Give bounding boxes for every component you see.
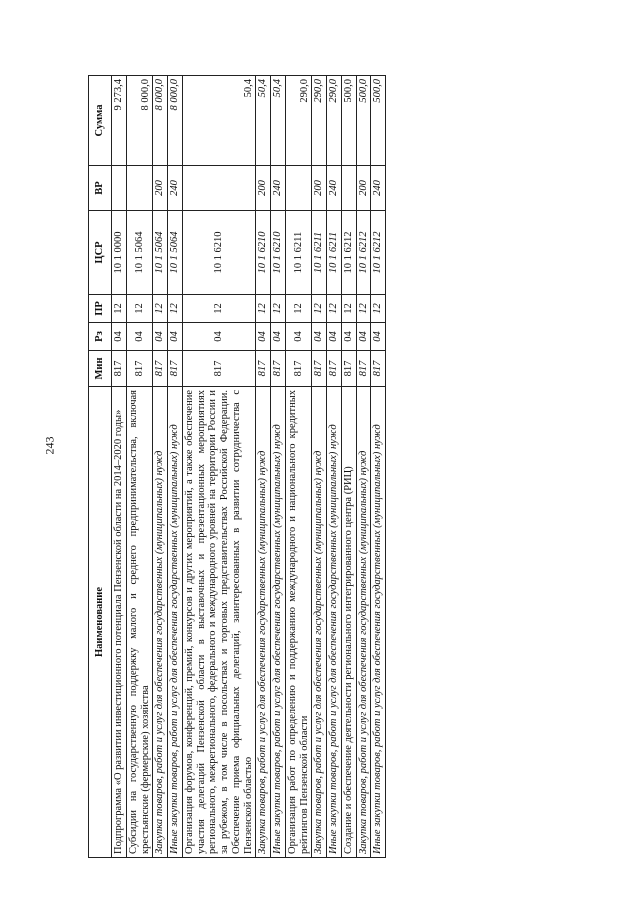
- cell-min: 817: [371, 351, 386, 387]
- cell-sum: 50,4: [271, 76, 286, 166]
- cell-vr: 240: [168, 166, 183, 211]
- cell-rz: 04: [153, 323, 168, 351]
- cell-rz: 04: [256, 323, 271, 351]
- cell-vr: [112, 166, 127, 211]
- table-row: [371, 76, 386, 858]
- cell-min: 817: [112, 351, 127, 387]
- cell-vr: [182, 166, 256, 211]
- cell-name: Иные закупки товаров, работ и услуг для обеспечения государственных (муниципальных) нужд: [371, 387, 386, 858]
- cell-sum: 8 000,0: [126, 76, 153, 166]
- cell-pr: 12: [112, 295, 127, 323]
- cell-pr: 12: [285, 295, 312, 323]
- header-min: Мин: [89, 351, 112, 387]
- table-row: [153, 76, 168, 858]
- cell-vr: 200: [153, 166, 168, 211]
- cell-sum: 500,0: [356, 76, 371, 166]
- cell-min: 817: [153, 351, 168, 387]
- table-header-row: [89, 76, 112, 858]
- cell-vr: [126, 166, 153, 211]
- cell-vr: [285, 166, 312, 211]
- cell-name: Субсидии на государственную поддержку малого и среднего предпринимательства, включая крестьянские (фермерские) хозяйства: [126, 387, 153, 858]
- cell-csr: 10 1 0000: [112, 211, 127, 295]
- cell-rz: 04: [327, 323, 342, 351]
- cell-pr: 12: [271, 295, 286, 323]
- cell-sum: 290,0: [285, 76, 312, 166]
- cell-rz: 04: [356, 323, 371, 351]
- cell-vr: [341, 166, 356, 211]
- header-csr: ЦСР: [89, 211, 112, 295]
- cell-sum: 290,0: [312, 76, 327, 166]
- cell-rz: 04: [271, 323, 286, 351]
- cell-rz: 04: [285, 323, 312, 351]
- cell-sum: 500,0: [341, 76, 356, 166]
- cell-min: 817: [126, 351, 153, 387]
- cell-csr: 10 1 6210: [182, 211, 256, 295]
- cell-rz: 04: [112, 323, 127, 351]
- cell-vr: 240: [327, 166, 342, 211]
- cell-pr: 12: [327, 295, 342, 323]
- cell-min: 817: [312, 351, 327, 387]
- table-row: [182, 76, 256, 858]
- table-row: [312, 76, 327, 858]
- table-row: [327, 76, 342, 858]
- cell-sum: 290,0: [327, 76, 342, 166]
- cell-min: 817: [356, 351, 371, 387]
- header-pr: ПР: [89, 295, 112, 323]
- cell-sum: 500,0: [371, 76, 386, 166]
- cell-csr: 10 1 6211: [312, 211, 327, 295]
- table-body: [112, 76, 386, 858]
- table-row: [341, 76, 356, 858]
- cell-csr: 10 1 5064: [153, 211, 168, 295]
- table-row: [285, 76, 312, 858]
- cell-csr: 10 1 6211: [285, 211, 312, 295]
- cell-vr: 200: [256, 166, 271, 211]
- cell-name: Организация форумов, конференций, премий, конкурсов и других мероприятий, а также обеспечение участия делегаций Пензенской области в выставочных и презентационных мероприятиях регионального, межрегионального, федерального и международного уровней на территории России и за рубежом, в том числе в посольствах и торговых представительствах Российской Федерации. Обеспечение приема официальных делегаций, заинтересованных в развитии сотрудничества с Пензенской областью: [182, 387, 256, 858]
- header-vr: ВР: [89, 166, 112, 211]
- table-row: [271, 76, 286, 858]
- cell-name: Закупка товаров, работ и услуг для обеспечения государственных (муниципальных) нужд: [312, 387, 327, 858]
- cell-csr: 10 1 6212: [371, 211, 386, 295]
- cell-name: Организация работ по определению и поддержанию международного и национального кредитных рейтингов Пензенской области: [285, 387, 312, 858]
- cell-vr: 240: [271, 166, 286, 211]
- table-row: [256, 76, 271, 858]
- cell-sum: 50,4: [256, 76, 271, 166]
- cell-pr: 12: [371, 295, 386, 323]
- header-rz: Рз: [89, 323, 112, 351]
- cell-min: 817: [327, 351, 342, 387]
- cell-min: 817: [285, 351, 312, 387]
- cell-pr: 12: [182, 295, 256, 323]
- cell-sum: 8 000,0: [168, 76, 183, 166]
- cell-vr: 200: [356, 166, 371, 211]
- cell-pr: 12: [256, 295, 271, 323]
- cell-min: 817: [271, 351, 286, 387]
- page-number: 243: [42, 436, 57, 455]
- cell-rz: 04: [312, 323, 327, 351]
- cell-csr: 10 1 6210: [256, 211, 271, 295]
- cell-pr: 12: [126, 295, 153, 323]
- cell-name: Закупка товаров, работ и услуг для обеспечения государственных (муниципальных) нужд: [153, 387, 168, 858]
- cell-rz: 04: [126, 323, 153, 351]
- header-sum: Сумма: [89, 76, 112, 166]
- cell-name: Иные закупки товаров, работ и услуг для обеспечения государственных (муниципальных) нужд: [271, 387, 286, 858]
- cell-csr: 10 1 5064: [126, 211, 153, 295]
- header-name: Наименование: [89, 387, 112, 858]
- cell-pr: 12: [356, 295, 371, 323]
- cell-pr: 12: [168, 295, 183, 323]
- cell-pr: 12: [341, 295, 356, 323]
- cell-name: Иные закупки товаров, работ и услуг для обеспечения государственных (муниципальных) нужд: [168, 387, 183, 858]
- cell-csr: 10 1 6210: [271, 211, 286, 295]
- cell-vr: 240: [371, 166, 386, 211]
- cell-name: Иные закупки товаров, работ и услуг для обеспечения государственных (муниципальных) нужд: [327, 387, 342, 858]
- table-row: [356, 76, 371, 858]
- cell-sum: 9 273,4: [112, 76, 127, 166]
- cell-min: 817: [256, 351, 271, 387]
- table-row: [112, 76, 127, 858]
- cell-name: Подпрограмма «О развитии инвестиционного потенциала Пензенской области на 2014–2020 годы»: [112, 387, 127, 858]
- cell-vr: 200: [312, 166, 327, 211]
- table-row: [126, 76, 153, 858]
- cell-sum: 8 000,0: [153, 76, 168, 166]
- cell-name: Создание и обеспечение деятельности регионального интегрированного центра (РИЦ): [341, 387, 356, 858]
- cell-rz: 04: [371, 323, 386, 351]
- cell-csr: 10 1 5064: [168, 211, 183, 295]
- cell-sum: 50,4: [182, 76, 256, 166]
- cell-rz: 04: [168, 323, 183, 351]
- cell-pr: 12: [312, 295, 327, 323]
- cell-csr: 10 1 6212: [356, 211, 371, 295]
- budget-table: [88, 75, 386, 858]
- rotated-page-content: [88, 76, 568, 858]
- cell-rz: 04: [341, 323, 356, 351]
- cell-csr: 10 1 6212: [341, 211, 356, 295]
- cell-name: Закупка товаров, работ и услуг для обеспечения государственных (муниципальных) нужд: [256, 387, 271, 858]
- cell-min: 817: [341, 351, 356, 387]
- cell-min: 817: [168, 351, 183, 387]
- cell-name: Закупка товаров, работ и услуг для обеспечения государственных (муниципальных) нужд: [356, 387, 371, 858]
- cell-pr: 12: [153, 295, 168, 323]
- cell-rz: 04: [182, 323, 256, 351]
- table-row: [168, 76, 183, 858]
- cell-csr: 10 1 6211: [327, 211, 342, 295]
- cell-min: 817: [182, 351, 256, 387]
